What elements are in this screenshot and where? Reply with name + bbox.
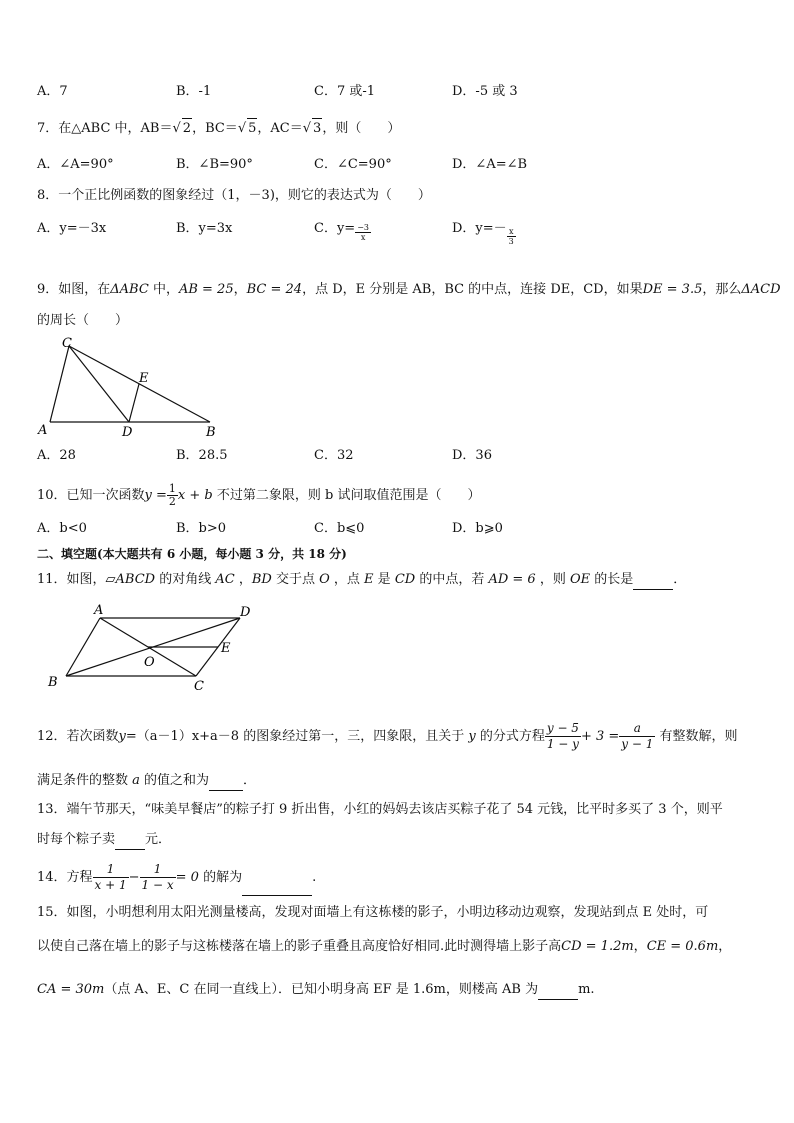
q12-f2-num: a <box>619 721 655 737</box>
q12-plus: + 3 = <box>580 729 620 744</box>
q10-fraction-den: 2 <box>168 495 176 508</box>
q8-option-c-fraction <box>355 223 371 242</box>
q12-f1-num: y − 5 <box>546 721 579 735</box>
q11-sep: ， <box>234 572 252 587</box>
q9-label-b: B <box>206 425 216 440</box>
q12-question <box>37 721 738 752</box>
q15-cd: CD = 1.2m <box>561 939 634 954</box>
q10-option-b: B．b>0 <box>176 521 227 536</box>
q9-option-c: C．32 <box>314 448 354 463</box>
q9-triangle-acd: ΔACD <box>741 282 781 297</box>
q12-y: y <box>118 729 126 744</box>
q14-prefix: 14．方程 <box>37 870 93 885</box>
q10-prefix: 10．已知一次函数 <box>37 488 145 503</box>
q15-question-line2 <box>37 937 731 957</box>
q11-parallelogram: ▱ABCD <box>105 572 156 587</box>
q6-option-d: D．-5 或 3 <box>452 84 518 99</box>
q10-option-a: A．b<0 <box>37 521 87 536</box>
q9-option-a: A．28 <box>37 448 76 463</box>
q14-f2-den: 1 − x <box>141 878 174 892</box>
q13-question: 13．端午节那天，“味美早餐店”的粽子打 9 折出售，小红的妈妈去该店买粽子花了 54 元钱，比平时多买了 3 个，则平 <box>37 802 723 817</box>
q8-question: 8．一个正比例函数的图象经过（1，－3)，则它的表达式为（ ） <box>37 188 431 203</box>
q9-side-ac <box>50 346 69 422</box>
q9-segment-cd <box>69 346 129 422</box>
q7-option-c: C．∠C=90° <box>314 157 392 172</box>
q14-eq: = 0 <box>175 870 199 885</box>
q12-fraction-2 <box>619 721 655 752</box>
q7-mid1: ，BC＝ <box>192 121 238 136</box>
q11-oe: OE <box>569 572 591 587</box>
q11-end: ． <box>673 572 687 587</box>
q11-mid6: ，则 <box>535 572 570 587</box>
q12-prefix: 12．若次函数 <box>37 729 119 744</box>
q9-de: DE = 3.5 <box>642 282 703 297</box>
q14-fraction-2 <box>140 862 176 893</box>
q7-option-d: D．∠A=∠B <box>452 157 528 172</box>
q11-label-d: D <box>240 605 251 620</box>
q12-suffix: 有整数解，则 <box>655 729 738 744</box>
q11-label-c: C <box>194 679 204 694</box>
q12-answer-blank[interactable] <box>209 776 243 791</box>
q7-sqrt-ab: 2 <box>182 118 192 139</box>
q11-mid5: 的中点，若 <box>415 572 489 587</box>
q9-mid1: 中， <box>148 282 179 297</box>
q15-line2: 以使自己落在墙上的影子与这栋楼落在墙上的影子重叠且高度恰好相同.此时测得墙上影子高 <box>37 939 562 954</box>
q11-label-o: O <box>144 655 155 670</box>
q14-f2-num: 1 <box>140 862 176 878</box>
q10-y-eq: y = <box>144 488 167 503</box>
q10-suffix: 不过第二象限，则 b 试问取值范围是（ ） <box>212 488 481 503</box>
q14-answer-blank[interactable] <box>242 881 312 896</box>
q7-option-b: B．∠B=90° <box>176 157 253 172</box>
q12-end: ． <box>243 773 257 788</box>
q9-segment-de <box>129 384 139 422</box>
q11-mid4: 是 <box>373 572 395 587</box>
q9-bc: BC = 24 <box>246 282 303 297</box>
q9-question <box>37 280 781 300</box>
q9-sep1: ， <box>233 282 247 297</box>
q10-option-c: C．b⩽0 <box>314 521 365 536</box>
q11-bd: BD <box>251 572 272 587</box>
q8-d-denominator: 3 <box>508 237 514 246</box>
q8-c-denominator: x <box>360 233 366 242</box>
q12-f1-den: 1 − y <box>546 737 579 751</box>
q15-sep: ， <box>633 939 647 954</box>
q13-answer-blank[interactable] <box>115 835 145 850</box>
q8-option-a: A．y=－3x <box>37 221 107 236</box>
q9-mid2: ，点 D，E 分别是 AB，BC 的中点，连接 DE，CD，如果 <box>302 282 643 297</box>
q7-text-before: 7．在△ABC 中，AB＝ <box>37 121 173 136</box>
q8-option-c-prefix: C．y= <box>314 221 356 236</box>
q8-option-d <box>452 219 516 246</box>
q15-question-line3 <box>37 980 595 1000</box>
q12-fraction-1 <box>545 721 581 752</box>
q6-option-a: A．7 <box>37 84 68 99</box>
q9-option-d: D．36 <box>452 448 492 463</box>
section-heading-fill-in: 二、填空题(本大题共有 6 小题，每小题 3 分，共 18 分) <box>37 547 347 561</box>
q10-rest: x + b <box>177 488 213 503</box>
q9-label-e: E <box>139 371 149 386</box>
q10-option-d: D．b⩾0 <box>452 521 503 536</box>
q11-mid3: ，点 <box>329 572 365 587</box>
q9-option-b: B．28.5 <box>176 448 228 463</box>
q9-label-a: A <box>38 423 48 438</box>
q15-line3-mid: （点 A、E、C 在同一直线上）．已知小明身高 EF 是 1.6m，则楼高 AB 为 <box>104 982 539 997</box>
q9-mid3: ，那么 <box>702 282 742 297</box>
q7-mid2: ，AC＝ <box>257 121 303 136</box>
q9-label-c: C <box>62 336 72 351</box>
q8-c-numerator: −3 <box>357 223 369 232</box>
q11-cd: CD <box>394 572 416 587</box>
q7-sqrt-ac: 3 <box>312 118 322 139</box>
q11-label-a: A <box>94 603 104 618</box>
q14-suffix: 的解为 <box>198 870 243 885</box>
q14-end: . <box>312 870 317 885</box>
q12-question-line2 <box>37 771 256 791</box>
q14-question <box>37 860 316 896</box>
q13-question-line2 <box>37 830 171 850</box>
q11-ad: AD = 6 <box>488 572 536 587</box>
q14-fraction-1 <box>93 862 129 893</box>
q7-sqrt-bc: 5 <box>247 118 257 139</box>
q14-f1-num: 1 <box>93 862 129 878</box>
q12-mid: 的分式方程 <box>475 729 545 744</box>
q11-e: E <box>364 572 374 587</box>
q13-line2-prefix: 时每个粽子卖 <box>37 832 116 847</box>
q8-option-b: B．y=3x <box>176 221 233 236</box>
q10-fraction <box>167 483 178 508</box>
q11-parallelogram-figure <box>44 600 254 696</box>
q11-ac: AC <box>215 572 235 587</box>
q7-question: 7．在△ABC 中，AB＝√ 2，BC＝√ 5，AC＝√ 3，则（ ） <box>37 118 400 139</box>
q9-triangle-figure <box>36 336 226 440</box>
q9-question-line2: 的周长（ ） <box>37 313 129 328</box>
q11-side-ab <box>66 618 100 676</box>
q14-f1-den: x + 1 <box>94 878 127 892</box>
q11-o: O <box>319 572 330 587</box>
q7-text-after: ，则（ ） <box>322 121 401 136</box>
q8-option-d-fraction <box>507 227 516 246</box>
q11-suffix: 的长是 <box>590 572 634 587</box>
q12-line2-prefix: 满足条件的整数 <box>37 773 133 788</box>
q11-mid1: 的对角线 <box>155 572 216 587</box>
q7-option-a: A．∠A=90° <box>37 157 114 172</box>
q10-question <box>37 483 480 508</box>
q11-question <box>37 570 686 590</box>
q9-prefix: 9．如图，在 <box>37 282 111 297</box>
q9-label-d: D <box>122 425 133 440</box>
q11-label-e: E <box>221 641 231 656</box>
q11-answer-blank[interactable] <box>633 575 673 590</box>
q15-answer-blank[interactable] <box>538 985 578 1000</box>
q9-triangle-abc: ΔABC <box>110 282 149 297</box>
q11-mid2: 交于点 <box>271 572 320 587</box>
q15-ca: CA = 30m <box>37 982 105 997</box>
q12-a: a <box>132 773 140 788</box>
q6-option-b: B．-1 <box>176 84 212 99</box>
q12-line2-suffix: 的值之和为 <box>139 773 210 788</box>
q11-prefix: 11．如图， <box>37 572 106 587</box>
q10-fraction-num: 1 <box>168 482 176 495</box>
q12-f2-den: y − 1 <box>621 737 654 751</box>
q15-question-line1: 15．如图，小明想利用太阳光测量楼高，发现对面墙上有这栋楼的影子，小明边移动边观察，发现站到点 E 处时，可 <box>37 905 709 920</box>
q15-sep2: ， <box>718 939 732 954</box>
q8-d-numerator: x <box>507 227 516 237</box>
q6-option-c: C．7 或-1 <box>314 84 376 99</box>
q15-line3-end: m. <box>578 982 595 997</box>
q14-minus: − <box>128 870 140 885</box>
q8-option-c <box>314 219 371 242</box>
q9-ab: AB = 25 <box>178 282 234 297</box>
q15-ce: CE = 0.6m <box>646 939 719 954</box>
q12-expr: =（a－1）x+a－8 的图象经过第一，三，四象限，且关于 <box>125 729 469 744</box>
q12-y2: y <box>468 729 476 744</box>
q13-line2-suffix: 元． <box>145 832 172 847</box>
q11-label-b: B <box>48 675 58 690</box>
q8-option-d-prefix: D．y=－ <box>452 221 507 236</box>
